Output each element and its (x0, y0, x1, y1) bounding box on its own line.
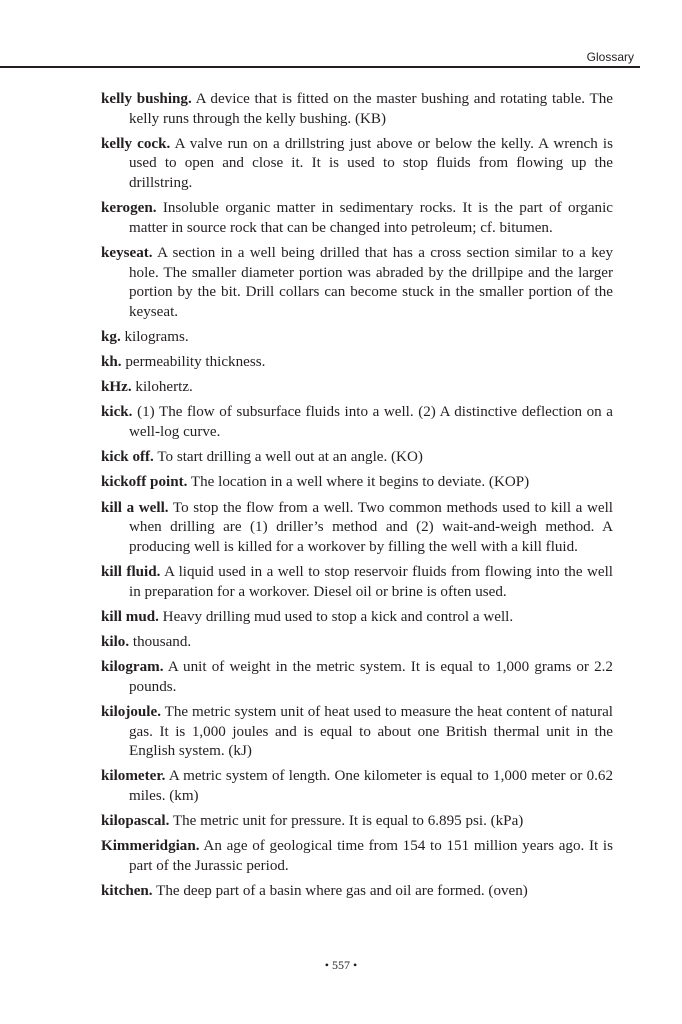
entry-term: kilojoule. (101, 703, 161, 720)
entry-definition: A valve run on a drillstring just above or below the kelly. A wrench is used to open and close it. It is used to stop fluids from flowing up the drillstring. (129, 135, 613, 191)
glossary-entry (101, 563, 613, 602)
entry-term: kick off. (101, 449, 154, 466)
glossary-entry (101, 328, 613, 348)
entry-definition: A metric system of length. One kilometer is equal to 1,000 meter or 0.62 miles. (km) (129, 768, 613, 804)
entry-definition: A device that is fitted on the master bushing and rotating table. The kelly runs through the kelly bushing. (KB) (129, 91, 613, 127)
page-number: • 557 • (324, 958, 358, 972)
entry-term: kelly cock. (101, 135, 171, 152)
entry-definition: To stop the flow from a well. Two common methods used to kill a well when drilling are (1) driller’s method and (2) wait-and-weigh method. A producing well is killed for a workover by filling the well with a kill fluid. (129, 499, 613, 555)
entry-term: kilometer. (101, 768, 166, 785)
entry-definition: To start drilling a well out at an angle. (KO) (157, 449, 423, 466)
entry-term: kh. (101, 354, 122, 371)
glossary-entry (101, 244, 613, 322)
glossary-entry (101, 499, 613, 558)
entry-definition: kilograms. (124, 328, 189, 345)
glossary-entry (101, 658, 613, 697)
entry-term: kick. (101, 404, 133, 421)
entry-definition: Heavy drilling mud used to stop a kick and control a well. (162, 608, 514, 625)
entry-term: keyseat. (101, 244, 153, 261)
entry-term: kHz. (101, 379, 132, 396)
entry-definition: A unit of weight in the metric system. It is equal to 1,000 grams or 2.2 pounds. (129, 659, 613, 695)
entry-definition: kilohertz. (135, 379, 193, 396)
entry-definition: The metric system unit of heat used to measure the heat content of natural gas. It is 1,000 joules and is equal to about one British thermal unit in the English system. (kJ) (129, 703, 613, 760)
entry-term: kelly bushing. (101, 91, 192, 107)
glossary-entry (101, 353, 613, 373)
glossary-entry (101, 837, 613, 876)
glossary-entry (101, 403, 613, 442)
entry-definition: The metric unit for pressure. It is equal to 6.895 psi. (kPa) (172, 813, 524, 830)
entry-term: Kimmeridgian. (101, 838, 200, 855)
entry-definition: Insoluble organic matter in sedimentary rocks. It is the part of organic matter in source rock that can be changed into petroleum; cf. bitumen. (129, 200, 613, 236)
entry-definition: (1) The flow of subsurface fluids into a well. (2) A distinctive deflection on a well-log curve. (129, 404, 613, 441)
glossary-entry (101, 448, 613, 468)
running-header: Glossary (586, 50, 634, 64)
glossary-entry (101, 90, 613, 129)
entry-definition: The deep part of a basin where gas and oil are formed. (oven) (156, 883, 528, 900)
entry-term: kill a well. (101, 499, 169, 516)
glossary-entry (101, 882, 613, 902)
glossary-entry (101, 199, 613, 238)
glossary-entry (101, 812, 613, 832)
glossary-entries (101, 90, 613, 907)
entry-term: kerogen. (101, 200, 157, 217)
glossary-entry (101, 378, 613, 398)
entry-definition: thousand. (132, 633, 192, 650)
header-rule (0, 66, 640, 68)
entry-definition: permeability thickness. (125, 354, 266, 371)
entry-term: kilopascal. (101, 813, 170, 830)
entry-term: kill fluid. (101, 564, 161, 580)
entry-term: kitchen. (101, 883, 153, 900)
glossary-entry (101, 135, 613, 194)
entry-definition: A section in a well being drilled that has a cross section similar to a key hole. The smaller diameter portion was abraded by the drillpipe and the larger portion by the bit. Drill collars can become stuck in the smaller portion of the keyseat. (129, 244, 613, 320)
entry-definition: The location in a well where it begins to deviate. (KOP) (190, 474, 530, 491)
entry-definition: A liquid used in a well to stop reservoir fluids from flowing into the well in preparation for a workover. Diesel oil or brine is often used. (129, 564, 613, 600)
glossary-entry (101, 633, 613, 653)
glossary-entry (101, 608, 613, 628)
glossary-entry (101, 473, 613, 493)
glossary-entry (101, 767, 613, 806)
entry-term: kickoff point. (101, 474, 188, 491)
entry-term: kill mud. (101, 608, 159, 625)
entry-term: kilogram. (101, 659, 164, 676)
entry-term: kg. (101, 328, 121, 345)
entry-definition: An age of geological time from 154 to 151 million years ago. It is part of the Jurassic period. (129, 838, 613, 874)
glossary-entry (101, 703, 613, 762)
entry-term: kilo. (101, 633, 130, 650)
